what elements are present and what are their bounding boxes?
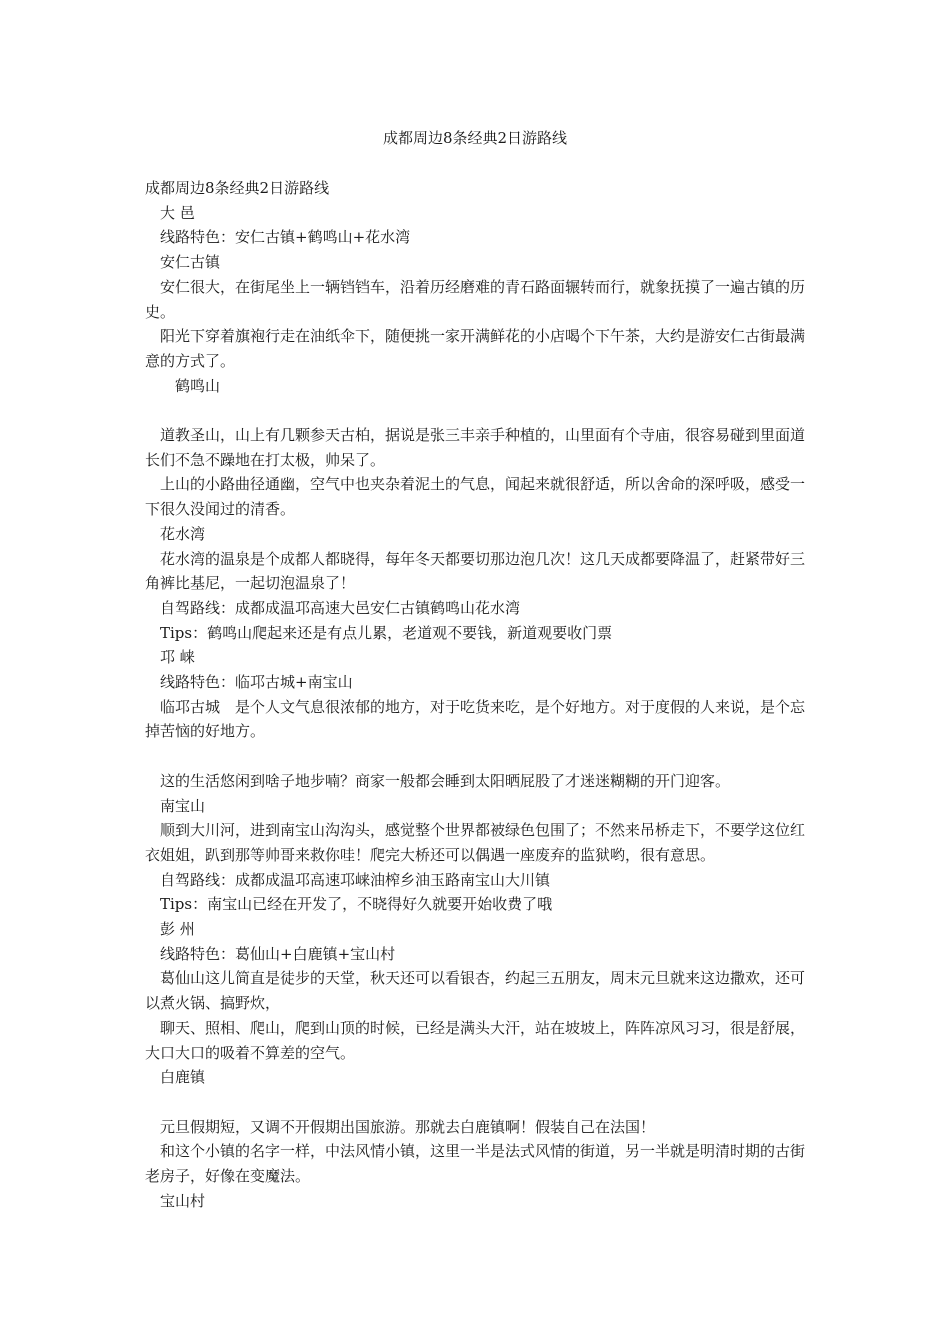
blank-line: [145, 398, 810, 423]
paragraph: 自驾路线：成都成温邛高速大邑安仁古镇鹤鸣山花水湾: [145, 598, 521, 617]
paragraph: Tips：南宝山已经在开发了，不晓得好久就要开始收费了哦: [145, 895, 553, 914]
paragraph: 和这个小镇的名字一样，中法风情小镇，这里一半是法式风情的街道，另一半就是明清时期的古街老房子，好像在变魔法。: [145, 1142, 806, 1186]
section-heading-dayi: 大 邑: [145, 203, 195, 222]
paragraph: 道教圣山，山上有几颗参天古柏，据说是张三丰亲手种植的，山里面有个寺庙，很容易碰到里面道长们不急不躁地在打太极，帅呆了。: [145, 426, 806, 469]
blank-line: [145, 1090, 810, 1115]
paragraph: 成都周边8条经典2日游路线: [145, 179, 330, 197]
paragraph: 顺到大川河，进到南宝山沟沟头，感觉整个世界都被绿色包围了；不然来吊桥走下，不要学这位红衣姐姐，趴到那等帅哥来救你哇！爬完大桥还可以偶遇一座废弃的监狱哟，很有意思。: [145, 821, 806, 864]
paragraph: 花水湾的温泉是个成都人都晓得，每年冬天都要切那边泡几次！这几天成都要降温了，赶紧带好三角裤比基尼，一起切泡温泉了！: [145, 549, 806, 593]
paragraph: 阳光下穿着旗袍行走在油纸伞下，随便挑一家开满鲜花的小店喝个下午茶，大约是游安仁古街最满意的方式了。: [145, 327, 806, 370]
document-body: [145, 176, 810, 1213]
paragraph: 线路特色：安仁古镇+鹤鸣山+花水湾: [145, 228, 411, 247]
paragraph: 聊天、照相、爬山，爬到山顶的时候，已经是满头大汗，站在坡坡上，阵阵凉风习习，很是舒展，大口大口的吸着不算差的空气。: [145, 1018, 806, 1062]
paragraph: 元旦假期短，又调不开假期出国旅游。那就去白鹿镇啊！假装自己在法国！: [145, 1117, 656, 1136]
paragraph: 线路特色：临邛古城+南宝山: [145, 673, 353, 692]
paragraph: 临邛古城 是个人文气息很浓郁的地方，对于吃货来吃，是个好地方。对于度假的人来说，是个忘掉苦恼的好地方。: [145, 697, 806, 741]
paragraph: 葛仙山这儿简直是徒步的天堂，秋天还可以看银杏，约起三五朋友，周末元旦就来这边撒欢，还可以煮火锅、搞野炊，: [145, 969, 806, 1013]
paragraph: 自驾路线：成都成温邛高速邛崃油榨乡油玉路南宝山大川镇: [145, 870, 551, 889]
paragraph: 线路特色：葛仙山+白鹿镇+宝山村: [145, 944, 396, 963]
subheading-heming: 鹤鸣山: [145, 376, 221, 395]
document-title: 成都周边8条经典2日游路线: [382, 129, 568, 147]
section-heading-pengzhou: 彭 州: [145, 920, 195, 939]
subheading-anren: 安仁古镇: [145, 253, 221, 272]
paragraph: 上山的小路曲径通幽，空气中也夹杂着泥土的气息，闻起来就很舒适，所以舍命的深呼吸，感受一下很久没闻过的清香。: [145, 475, 806, 519]
blank-line: [145, 744, 810, 769]
paragraph: 安仁很大，在街尾坐上一辆铛铛车，沿着历经磨难的青石路面辗转而行，就象抚摸了一遍古镇的历史。: [145, 277, 806, 321]
paragraph: Tips：鹤鸣山爬起来还是有点儿累，老道观不要钱，新道观要收门票: [145, 623, 613, 642]
subheading-bailu: 白鹿镇: [145, 1068, 206, 1087]
section-heading-qionglai: 邛 崃: [145, 648, 195, 667]
paragraph: 这的生活悠闲到啥子地步喃？商家一般都会睡到太阳晒屁股了才迷迷糊糊的开门迎客。: [145, 771, 731, 790]
subheading-baoshan: 宝山村: [145, 1191, 206, 1210]
subheading-huashuiwan: 花水湾: [145, 524, 206, 543]
subheading-nanbaoshan: 南宝山: [145, 796, 206, 815]
